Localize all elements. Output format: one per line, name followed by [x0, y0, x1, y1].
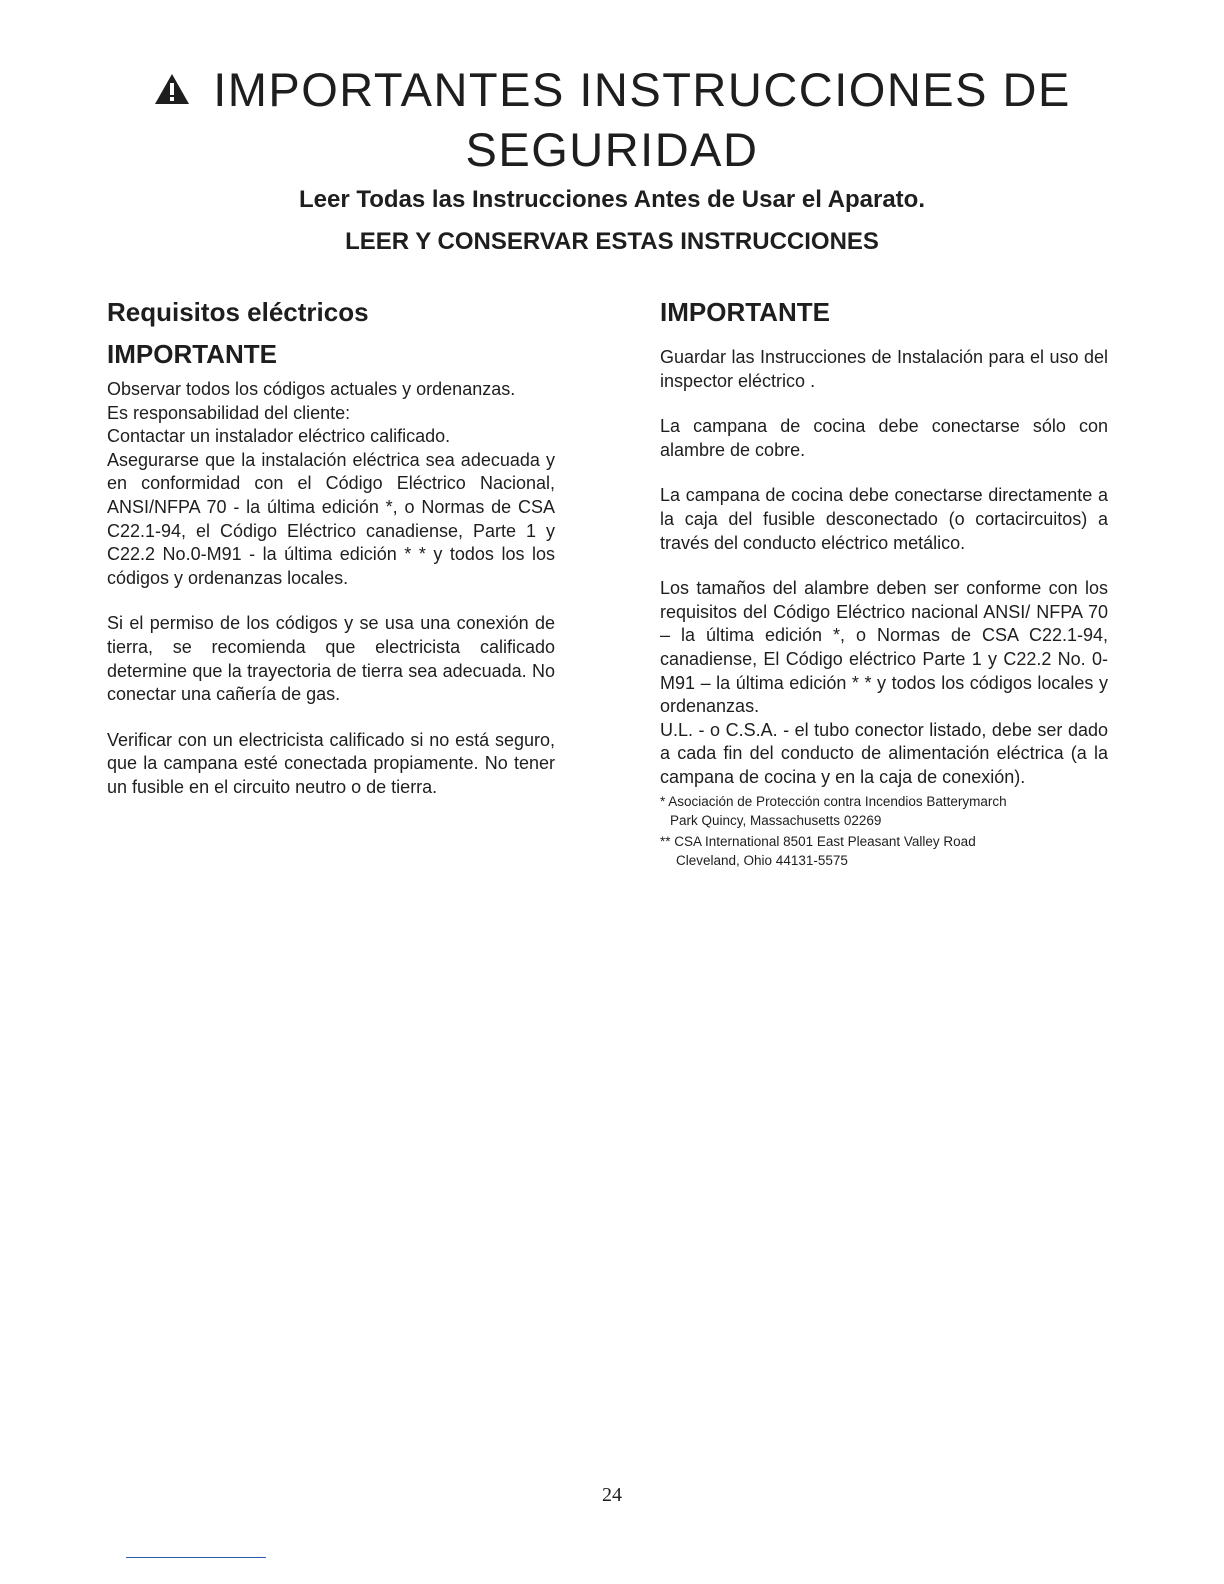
footnote-1-line-2: Park Quincy, Massachusetts 02269: [670, 812, 882, 828]
paragraph-left-1-line-4: Asegurarse que la instalación eléctrica sea adecuada y en conformidad con el Código Eléctrico Nacional, ANSI/NFPA 70 - la última edición *, o Normas de CSA C22.1-94, el Código Eléctrico canadiense, Parte 1 y C22.2 No.0-M91 - la última edición * * y todos los los códigos y ordenanzas locales.: [107, 449, 555, 588]
subtitle-keep-instructions: LEER Y CONSERVAR ESTAS INSTRUCCIONES: [345, 228, 879, 255]
paragraph-left-1-line-1: Observar todos los códigos actuales y ordenanzas.: [107, 379, 516, 399]
page-number: 24: [602, 1484, 622, 1506]
paragraph-left-2: Si el permiso de los códigos y se usa una conexión de tierra, se recomienda que electricista calificado determine que la trayectoria de tierra sea adecuada. No conectar una cañería de gas.: [107, 613, 555, 705]
important-heading-left: IMPORTANTE: [107, 339, 277, 369]
section-title-electrical-requirements: Requisitos eléctricos: [107, 297, 369, 327]
paragraph-right-2: La campana de cocina debe conectarse sólo con alambre de cobre.: [660, 416, 1108, 460]
footnote-1: [660, 792, 1108, 830]
footnote-2-line-2: Cleveland, Ohio 44131-5575: [676, 852, 848, 868]
title-line-2: SEGURIDAD: [465, 122, 759, 176]
footnote-1-line-1: * Asociación de Protección contra Incendios Batterymarch: [660, 793, 1007, 809]
page-title: [0, 62, 1224, 178]
right-column: [660, 296, 1108, 870]
paragraph-left-1-line-3: Contactar un instalador eléctrico calificado.: [107, 426, 451, 447]
paragraph-left-1-line-2: Es responsabilidad del cliente:: [107, 402, 351, 423]
paragraph-right-5: U.L. - o C.S.A. - el tubo conector listado, debe ser dado a cada fin del conducto de alimentación eléctrica (a la campana de cocina y en la caja de conexión).: [660, 719, 1108, 787]
warning-triangle-icon: [153, 62, 191, 118]
paragraph-right-4: Los tamaños del alambre deben ser conforme con los requisitos del Código Eléctrico nacional ANSI/ NFPA 70 – la última edición *, o Normas de CSA C22.1-94, canadiense, El Código eléctrico Parte 1 y C22.2 No. 0-M91 – la última edición * * y todos los códigos locales y ordenanzas.: [660, 578, 1108, 717]
subtitle-read-instructions: Leer Todas las Instrucciones Antes de Usar el Aparato.: [299, 186, 925, 213]
footnote-2-line-1: ** CSA International 8501 East Pleasant Valley Road: [660, 833, 976, 849]
important-heading-right: IMPORTANTE: [660, 297, 830, 327]
bottom-rule: [126, 1557, 266, 1558]
title-line-1: [0, 62, 1224, 122]
left-column: [107, 296, 555, 822]
title-text-line-1: IMPORTANTES INSTRUCCIONES DE: [213, 63, 1071, 116]
paragraph-right-1: Guardar las Instrucciones de Instalación para el uso del inspector eléctrico .: [660, 347, 1108, 391]
paragraph-right-3: La campana de cocina debe conectarse directamente a la caja del fusible desconectado (o cortacircuitos) a través del conducto eléctrico metálico.: [660, 485, 1108, 553]
paragraph-left-3: Verificar con un electricista calificado si no está seguro, que la campana esté conectada propiamente. No tener un fusible en el circuito neutro o de tierra.: [107, 729, 555, 797]
paragraph-left-1: [107, 378, 555, 590]
footnote-2: [660, 832, 1108, 870]
